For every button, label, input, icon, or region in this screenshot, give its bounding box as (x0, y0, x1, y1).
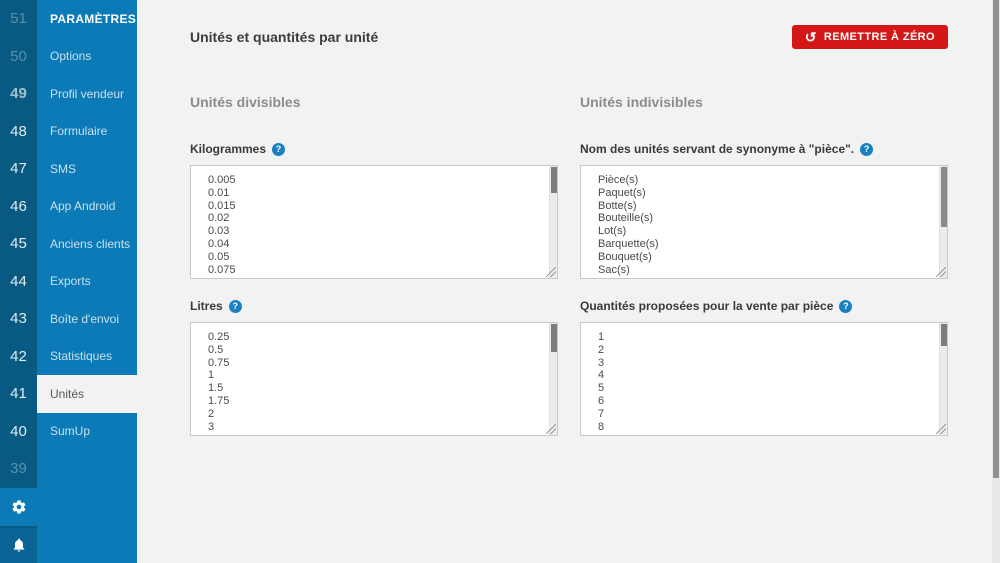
week-number-label: 46 (10, 197, 27, 215)
menu-item-label: Unités (50, 386, 85, 401)
week-number-label: 49 (10, 85, 27, 103)
week-number-label: 44 (10, 272, 27, 290)
piece-quantities-label: Quantités proposées pour la vente par pièce (580, 299, 834, 313)
reset-button-label: REMETTRE À ZÉRO (823, 31, 935, 43)
week-number[interactable] (0, 150, 37, 188)
section-divisible-units (190, 94, 558, 436)
week-number[interactable] (0, 375, 37, 413)
notifications-bell-tile[interactable] (0, 528, 37, 563)
piece-quantities-box (580, 322, 948, 436)
main-content (137, 0, 1000, 563)
piece-synonyms-textarea[interactable] (581, 166, 947, 278)
litres-label: Litres (190, 299, 223, 313)
settings-menu (37, 0, 137, 563)
menu-item-label: PARAMÈTRES (50, 11, 137, 26)
page-scrollbar-thumb[interactable] (993, 0, 999, 478)
menu-item[interactable] (37, 75, 137, 113)
menu-item[interactable] (37, 150, 137, 188)
resize-grip-icon[interactable] (936, 424, 946, 434)
section-heading-divisible: Unités divisibles (190, 94, 301, 110)
menu-item-label: Boîte d'envoi (50, 311, 120, 326)
week-number-label: 42 (10, 347, 27, 365)
page-scrollbar[interactable] (992, 0, 1000, 563)
week-number[interactable] (0, 300, 37, 338)
week-number[interactable] (0, 338, 37, 376)
week-number-label: 39 (10, 460, 27, 478)
section-heading-indivisible: Unités indivisibles (580, 94, 703, 110)
help-icon[interactable]: ? (272, 143, 285, 156)
piece-quantities-textarea[interactable] (581, 323, 947, 435)
menu-item-label: App Android (50, 199, 116, 214)
menu-item[interactable] (37, 225, 137, 263)
week-number-label: 40 (10, 422, 27, 440)
bell-icon (11, 537, 27, 553)
week-number-label: 51 (10, 10, 27, 28)
kilogrammes-scrollbar[interactable] (549, 166, 557, 278)
week-number-label: 45 (10, 235, 27, 253)
piece-quantities-scrollbar[interactable] (939, 323, 947, 435)
week-rail (0, 0, 37, 563)
litres-box (190, 322, 558, 436)
menu-item[interactable] (37, 300, 137, 338)
columns (190, 94, 948, 436)
litres-textarea[interactable] (191, 323, 557, 435)
week-number[interactable] (0, 75, 37, 113)
reset-button[interactable] (792, 25, 948, 49)
kilogrammes-textarea[interactable] (191, 166, 557, 278)
week-number[interactable] (0, 413, 37, 451)
field-litres (190, 299, 558, 436)
settings-gear-tile[interactable] (0, 488, 37, 526)
menu-item[interactable] (37, 338, 137, 376)
resize-grip-icon[interactable] (546, 424, 556, 434)
piece-synonyms-box (580, 165, 948, 279)
week-number[interactable] (0, 450, 37, 488)
menu-filler (37, 450, 137, 563)
week-number-label: 43 (10, 310, 27, 328)
week-number[interactable] (0, 263, 37, 301)
gear-icon (11, 499, 27, 515)
week-number[interactable] (0, 0, 37, 38)
week-number-label: 41 (10, 385, 27, 403)
piece-synonyms-label: Nom des unités servant de synonyme à "pièce". (580, 142, 855, 156)
menu-item-label: SumUp (50, 424, 91, 439)
help-icon[interactable]: ? (839, 300, 852, 313)
week-number-label: 50 (10, 47, 27, 65)
menu-item[interactable] (37, 188, 137, 226)
menu-item-label: Profil vendeur (50, 86, 125, 101)
week-number[interactable] (0, 38, 37, 76)
content-header (190, 25, 948, 49)
week-number[interactable] (0, 225, 37, 263)
menu-item[interactable] (37, 375, 137, 413)
menu-item-label: Exports (50, 274, 91, 289)
page-title: Unités et quantités par unité (190, 29, 379, 45)
field-kilogrammes (190, 142, 558, 279)
week-number-label: 47 (10, 160, 27, 178)
field-piece-quantities (580, 299, 948, 436)
litres-scrollbar[interactable] (549, 323, 557, 435)
kilogrammes-label: Kilogrammes (190, 142, 267, 156)
section-indivisible-units (580, 94, 948, 436)
menu-item-label: Anciens clients (50, 236, 131, 251)
menu-item[interactable] (37, 263, 137, 301)
field-label-row (580, 299, 948, 313)
resize-grip-icon[interactable] (546, 267, 556, 277)
field-label-row (580, 142, 948, 156)
menu-item-label: Statistiques (50, 349, 113, 364)
week-number[interactable] (0, 113, 37, 151)
week-number-label: 48 (10, 122, 27, 140)
menu-item[interactable] (37, 0, 137, 38)
week-number[interactable] (0, 188, 37, 226)
menu-item[interactable] (37, 38, 137, 76)
menu-item-label: Options (50, 49, 92, 64)
scrollbar-thumb[interactable] (941, 167, 947, 227)
menu-item[interactable] (37, 113, 137, 151)
scrollbar-thumb[interactable] (551, 167, 557, 193)
menu-item-label: Formulaire (50, 124, 108, 139)
help-icon[interactable]: ? (229, 300, 242, 313)
piece-synonyms-scrollbar[interactable] (939, 166, 947, 278)
scrollbar-thumb[interactable] (941, 324, 947, 346)
help-icon[interactable]: ? (860, 143, 873, 156)
scrollbar-thumb[interactable] (551, 324, 557, 352)
field-piece-synonyms (580, 142, 948, 279)
menu-item-label: SMS (50, 161, 77, 176)
field-label-row (190, 142, 558, 156)
menu-item[interactable] (37, 413, 137, 451)
field-label-row (190, 299, 558, 313)
kilogrammes-box (190, 165, 558, 279)
resize-grip-icon[interactable] (936, 267, 946, 277)
undo-icon: ↺ (804, 29, 817, 45)
